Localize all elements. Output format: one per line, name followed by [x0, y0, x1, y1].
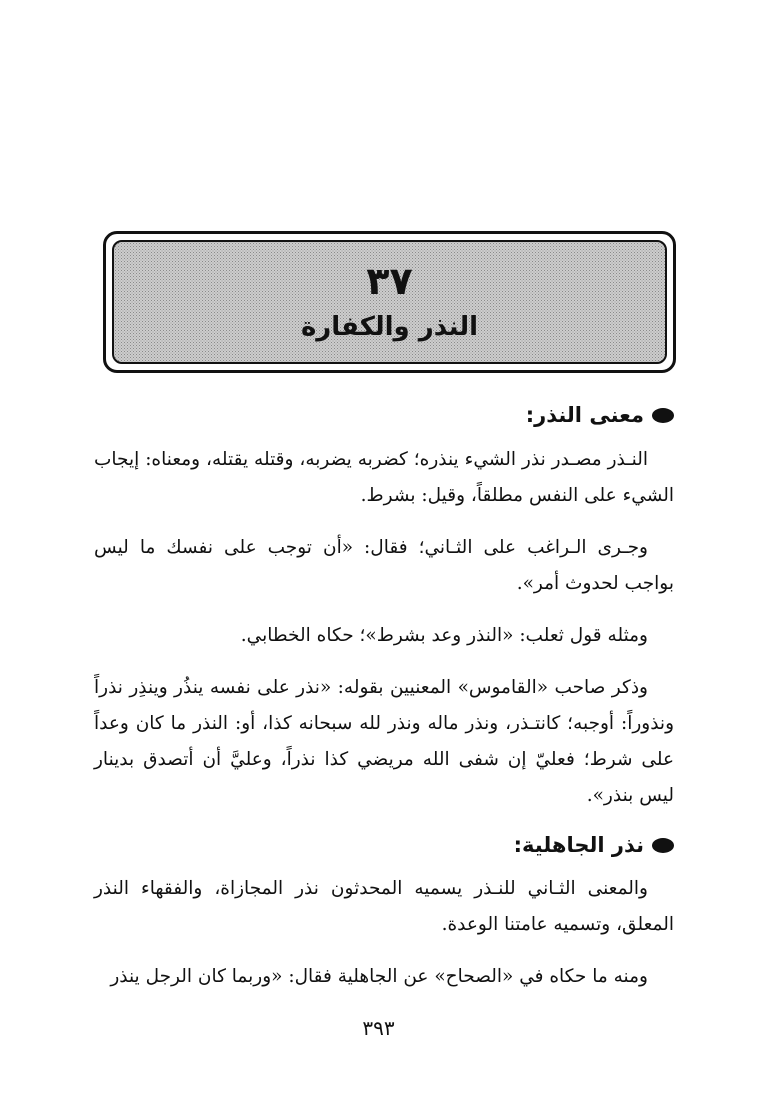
- paragraph: النـذر مصـدر نذر الشيء ينذره؛ كضربه يضربه، وقتله يقتله، ومعناه: إيجاب الشيء على النفس مطلقاً، وقيل: بشرط.: [94, 448, 674, 506]
- chapter-header-inner: [112, 240, 667, 364]
- section-meaning-of-nadhr: [94, 400, 674, 814]
- paragraph: ومنه ما حكاه في «الصحاح» عن الجاهلية فقال: «وربما كان الرجل ينذر: [110, 966, 648, 987]
- paragraph: ومثله قول ثعلب: «النذر وعد بشرط»؛ حكاه الخطابي.: [240, 624, 648, 646]
- paragraph: وذكر صاحب «القاموس» المعنيين بقوله: «نذر على نفسه ينذُر وينذِر نذراً ونذوراً: أوجبه؛ كانتـذر، ونذر ماله ونذر لله سبحانه كذا، أو: النذر ما كان وعداً على شرط؛ فعليّ إن شفى الله مريضي كذا نذراً، وعليَّ أن أتصدق بدينار ليس بنذر».: [94, 676, 674, 806]
- section-heading: [94, 830, 674, 862]
- paragraph: وجـرى الـراغب على الثـاني؛ فقال: «أن توجب على نفسك ما ليس بواجب لحدوث أمر».: [94, 536, 674, 594]
- paragraph: والمعنى الثـاني للنـذر يسميه المحدثون نذر المجازاة، والفقهاء النذر المعلق، وتسميه عامتنا الوعدة.: [94, 878, 674, 935]
- section-heading-text: نذر الجاهلية:: [513, 832, 644, 857]
- section-heading-text: معنى النذر:: [525, 403, 644, 427]
- page-content: [94, 400, 674, 1011]
- bullet-icon: [652, 408, 674, 423]
- chapter-title: النذر والكفارة: [300, 312, 479, 343]
- chapter-number: ٣٧: [366, 259, 413, 304]
- section-heading: [94, 400, 674, 432]
- section-jahiliyya-nadhr: [94, 830, 674, 996]
- bullet-icon: [652, 838, 674, 853]
- chapter-header-box: [103, 231, 676, 373]
- page-number: ٣٩٣: [362, 1016, 395, 1040]
